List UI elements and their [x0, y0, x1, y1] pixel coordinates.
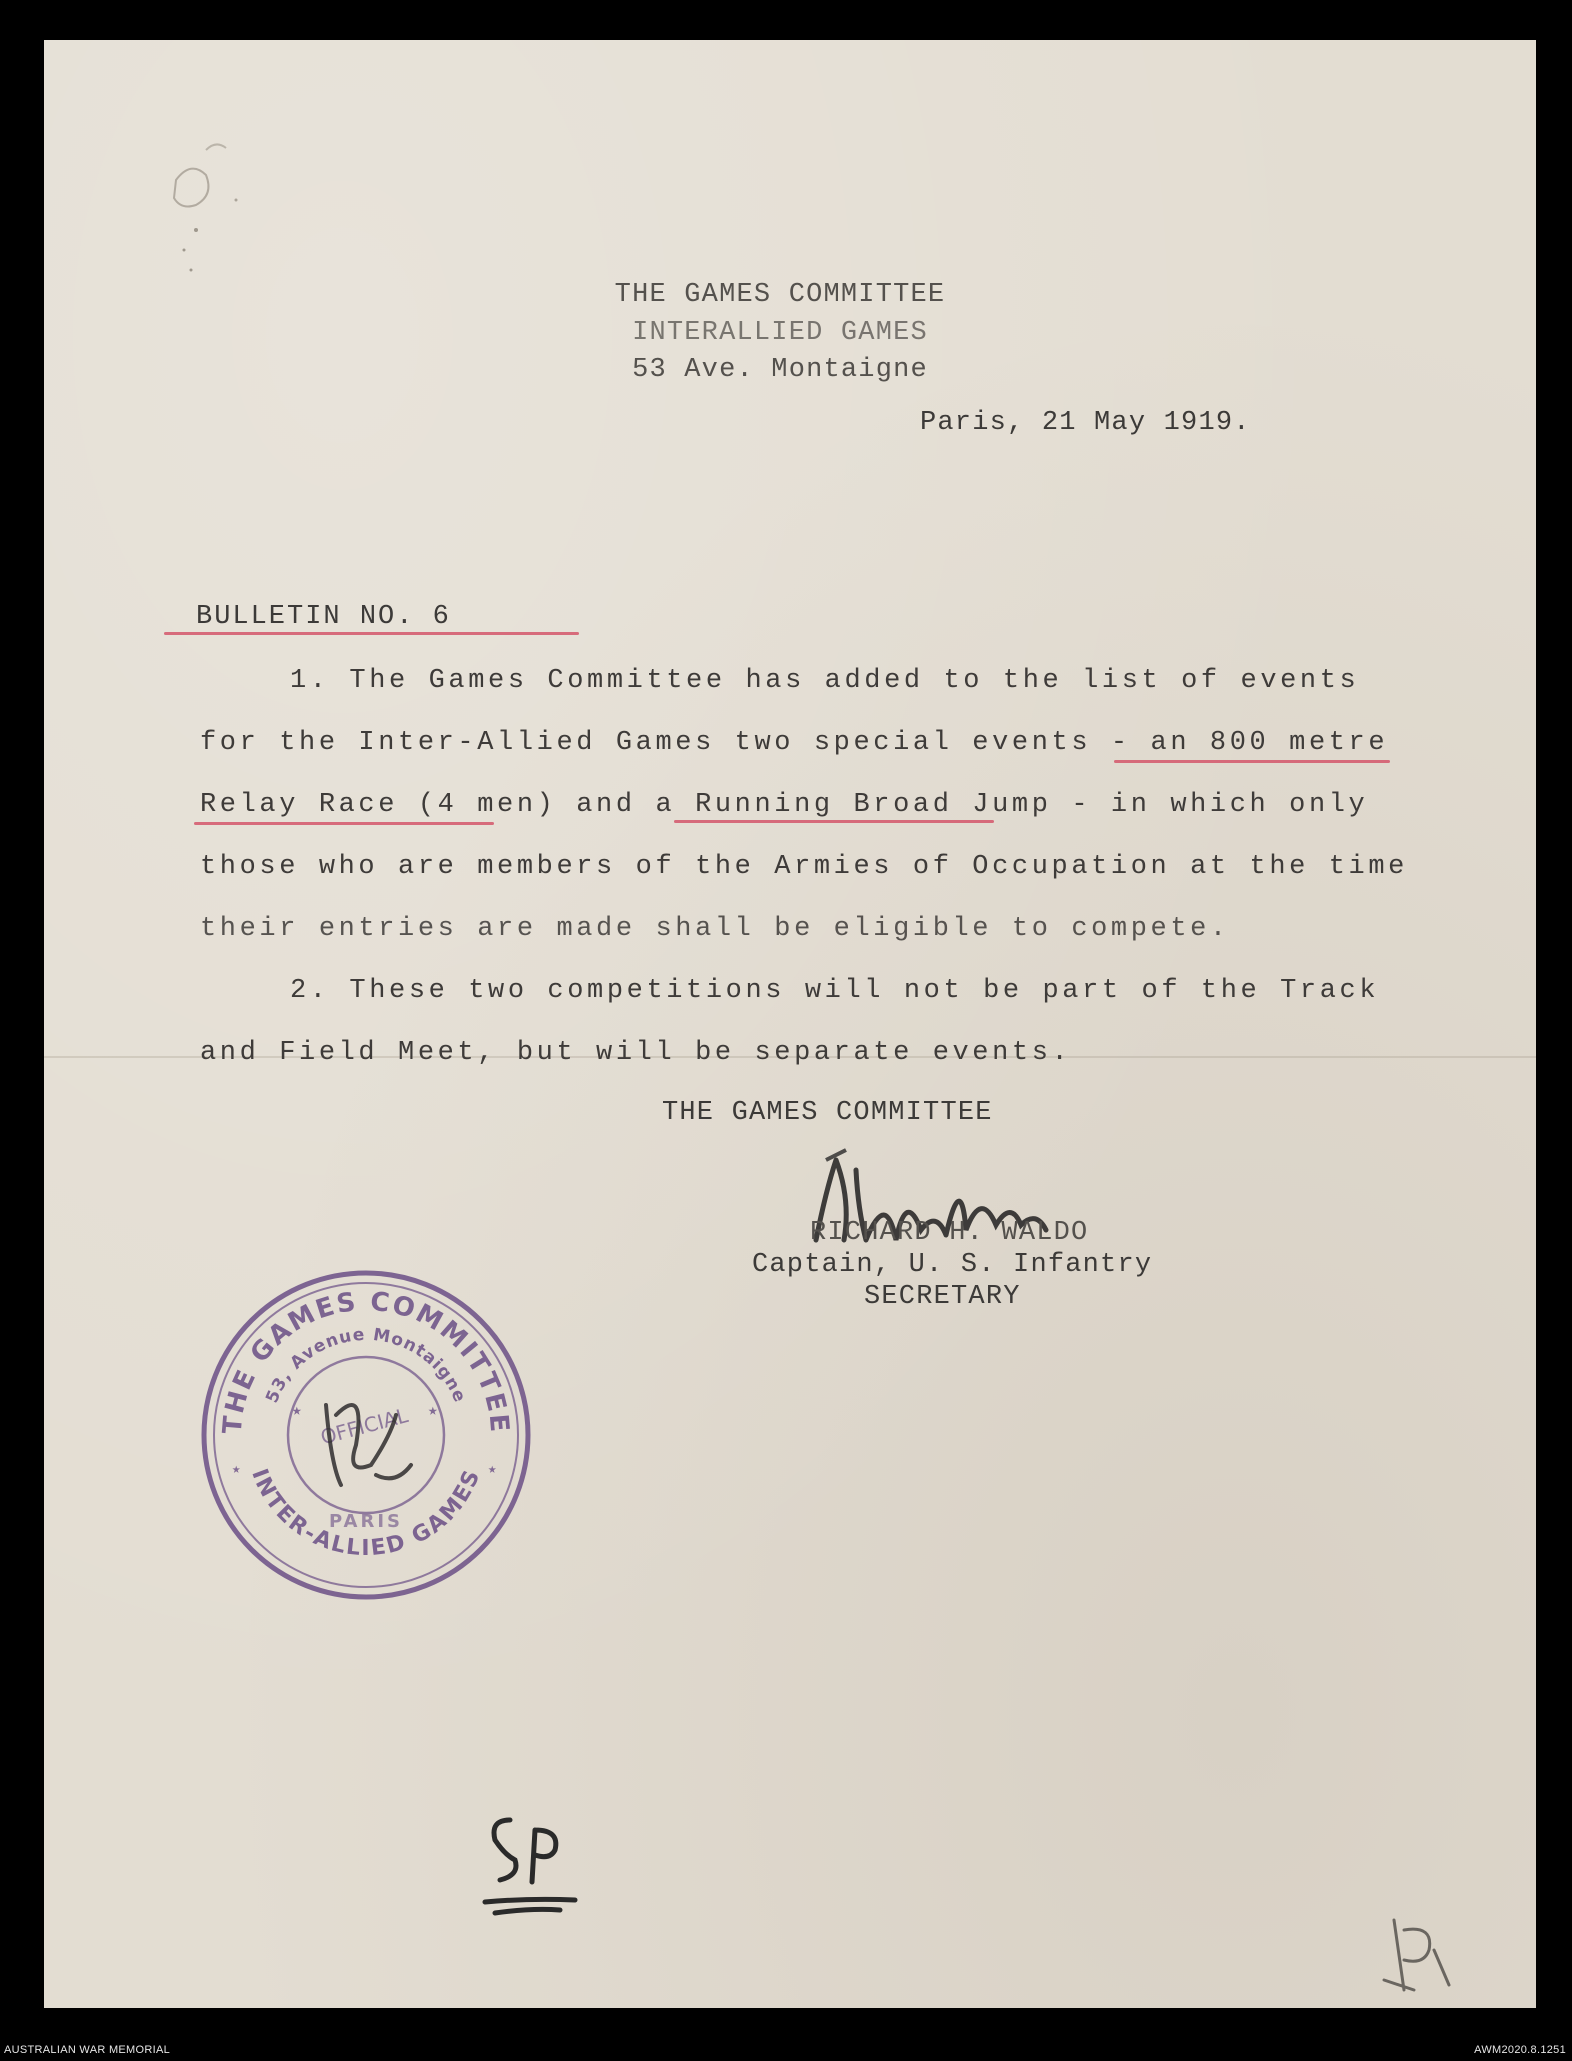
stamp-star-icon: ★ [428, 1402, 438, 1420]
body-line-2: for the Inter-Allied Games two special events - an 800 metre [200, 728, 1389, 758]
stamp-bottom-text: INTER-ALLIED GAMES [246, 1465, 486, 1562]
footer-right: AWM2020.8.1251 [1474, 2044, 1566, 2056]
body-line-3: Relay Race (4 men) and a Running Broad Jump - in which only [200, 790, 1369, 820]
red-underline [194, 822, 494, 825]
red-underline [1114, 760, 1390, 763]
stamp-top-text: THE GAMES COMMITTEE [217, 1286, 515, 1436]
bulletin-title: BULLETIN NO. 6 [196, 602, 451, 632]
signatory-role: SECRETARY [864, 1282, 1021, 1312]
letterhead-line-3: 53 Ave. Montaigne [632, 355, 928, 385]
body-line-4: those who are members of the Armies of Occupation at the time [200, 852, 1408, 882]
signatory-name: RICHARD H. WALDO [810, 1218, 1089, 1248]
paper-damage-mark [136, 110, 276, 310]
pencil-mark [1364, 1910, 1474, 2000]
official-stamp [196, 1265, 536, 1605]
stamp-official-text: OFFICIAL [317, 1403, 411, 1450]
body-line-6: 2. These two competitions will not be part of the Track [290, 976, 1380, 1006]
signature-committee: THE GAMES COMMITTEE [662, 1098, 993, 1128]
footer-left: AUSTRALIAN WAR MEMORIAL [4, 2044, 171, 2056]
body-line-1: 1. The Games Committee has added to the list of events [290, 666, 1360, 696]
handwritten-signature [796, 1130, 1126, 1270]
body-line-7: and Field Meet, but will be separate events. [200, 1038, 1072, 1068]
stamp-city-text: PARIS [329, 1511, 403, 1532]
red-underline [164, 632, 579, 635]
document-page [44, 40, 1536, 2008]
signatory-rank: Captain, U. S. Infantry [752, 1250, 1153, 1280]
letterhead-line-1: THE GAMES COMMITTEE [614, 280, 946, 310]
letterhead-line-2: INTERALLIED GAMES [632, 318, 928, 348]
stamp-star-icon: ★ [292, 1402, 302, 1420]
red-underline [674, 820, 994, 823]
handwritten-initials [480, 1810, 620, 1920]
body-line-5: their entries are made shall be eligible to compete. [200, 914, 1230, 944]
stamp-star-icon: ★ [488, 1462, 497, 1478]
stamp-star-icon: ★ [232, 1462, 241, 1478]
document-date: Paris, 21 May 1919. [920, 408, 1251, 438]
stamp-address-text: 53, Avenue Montaigne [262, 1324, 470, 1406]
